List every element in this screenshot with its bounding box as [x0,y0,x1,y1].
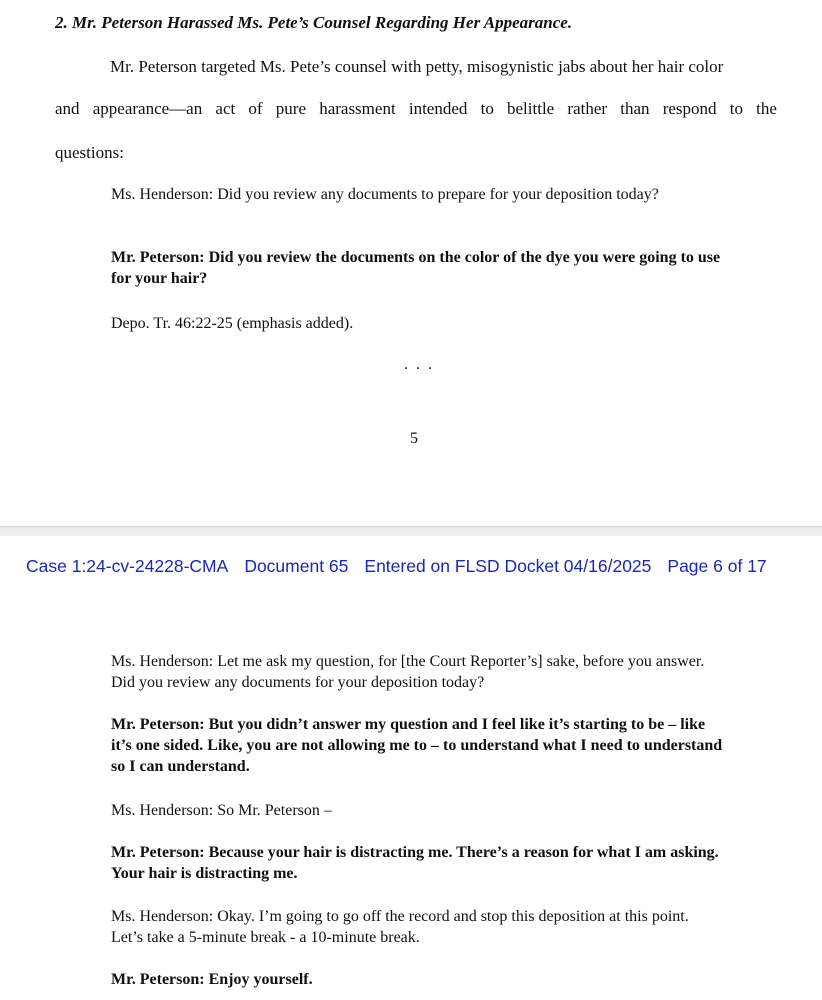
word: and [55,99,80,118]
word: than [620,99,650,118]
transcript-quote-peterson: Mr. Peterson: Because your hair is distracting me. There’s a reason for what I am asking. Your hair is distracting me. [111,844,719,882]
word: to [729,99,743,118]
transcript-quote-peterson: Mr. Peterson: But you didn’t answer my question and I feel like it’s starting to be – like it’s one sided. Like, you are not allowing me to – to understand what I need to understand so I can understand. [111,716,723,775]
word: belittle [507,99,555,118]
page-number: 5 [410,430,418,447]
citation: Depo. Tr. 46:22-25 (emphasis added). [111,315,354,332]
docket-header [26,556,806,577]
transcript-quote-peterson: Mr. Peterson: Enjoy yourself. [111,971,313,988]
paragraph-line-1: Mr. Peterson targeted Ms. Pete’s counsel with petty, misogynistic jabs about her hair color [110,57,724,76]
transcript-quote-henderson: Ms. Henderson: Okay. I’m going to go off the record and stop this deposition at this point. Let’s take a 5-minute break - a 10-minute break. [111,908,689,946]
docket-document-number: Document 65 [244,556,349,576]
transcript-quote-henderson: Ms. Henderson: So Mr. Peterson – [111,802,332,819]
word: appearance—an [92,99,203,118]
docket-case-number: Case 1:24-cv-24228-CMA [26,556,229,576]
transcript-quote-henderson: Ms. Henderson: Did you review any documents to prepare for your deposition today? [111,186,659,203]
word: to [480,99,494,118]
transcript-quote-henderson: Ms. Henderson: Let me ask my question, for [the Court Reporter’s] sake, before you answer. Did you review any documents for your deposition today? [111,653,705,691]
word: pure [275,99,306,118]
word: harassment [319,99,396,118]
paragraph-line-3: questions: [55,143,124,162]
transcript-quote-peterson: Mr. Peterson: Did you review the documents on the color of the dye you were going to use for your hair? [111,249,721,287]
word: the [756,99,777,118]
word: rather [567,99,608,118]
docket-entered-date: Entered on FLSD Docket 04/16/2025 [364,556,652,576]
word: respond [662,99,717,118]
word: intended [408,99,468,118]
paragraph-line-2 [55,99,777,119]
section-heading: 2. Mr. Peterson Harassed Ms. Pete’s Counsel Regarding Her Appearance. [55,13,573,32]
docket-page-count: Page 6 of 17 [667,556,767,576]
word: of [248,99,263,118]
ellipsis: . . . [404,356,434,373]
word: act [215,99,236,118]
document-page-6 [0,536,822,1000]
